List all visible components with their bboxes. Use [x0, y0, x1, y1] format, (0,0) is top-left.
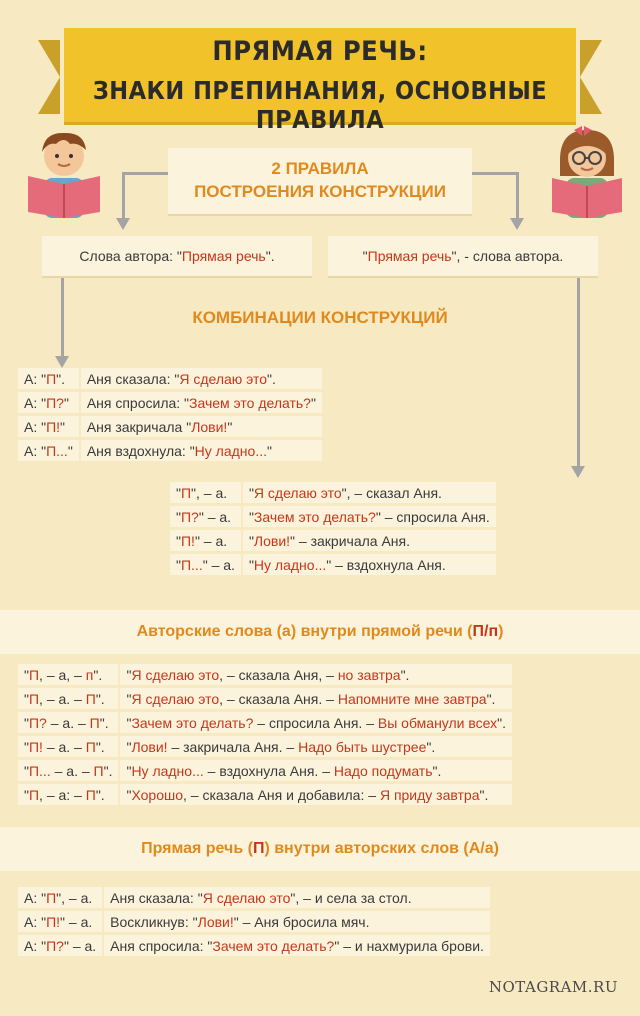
rules-box: [168, 148, 472, 214]
connector-down-right: [577, 278, 580, 468]
formula-cell: "П, – а, – п".: [18, 664, 120, 685]
example-cell: "Лови! – закричала Аня. – Надо быть шустрее".: [120, 736, 512, 757]
formula-cell: А: "П...": [18, 440, 81, 461]
table-row: [18, 368, 322, 389]
title-line-1: ПРЯМАЯ РЕЧЬ:: [212, 36, 428, 67]
example-cell: "Зачем это делать?" – спросила Аня.: [243, 506, 496, 527]
banner-ribbon-left: [38, 40, 60, 114]
table-author-first: [18, 365, 322, 464]
table-row: [18, 911, 490, 932]
table-speech-first: [170, 479, 496, 578]
example-cell: "Ну ладно... – вздохнула Аня. – Надо подумать".: [120, 760, 512, 781]
table-row: [18, 712, 512, 733]
table-row: [170, 482, 496, 503]
example-cell: Аня сказала: "Я сделаю это", – и села за стол.: [104, 887, 490, 908]
boy-reading-icon: [26, 128, 102, 220]
table-speech-inside: [18, 884, 490, 959]
connector-right-v: [516, 172, 519, 218]
formula-cell: "П? – а. – П".: [18, 712, 120, 733]
watermark: NOTAGRAM.RU: [488, 978, 618, 996]
formula-cell: "П... – а. – П".: [18, 760, 120, 781]
formula-cell: "П, – а: – П".: [18, 784, 120, 805]
table-row: [18, 440, 322, 461]
table-row: [18, 664, 512, 685]
connector-left-v: [122, 172, 125, 218]
example-cell: "Я сделаю это, – сказала Аня. – Напомните мне завтра".: [120, 688, 512, 709]
arrow-left-icon: [116, 218, 130, 230]
example-cell: Аня спросила: "Зачем это делать?": [81, 392, 322, 413]
connector-left-h: [122, 172, 168, 175]
formula-cell: "П!" – а.: [170, 530, 243, 551]
arrow-right-icon: [510, 218, 524, 230]
formula-cell: "П?" – а.: [170, 506, 243, 527]
example-cell: "Ну ладно..." – вздохнула Аня.: [243, 554, 496, 575]
table-row: [18, 688, 512, 709]
formula-cell: А: "П".: [18, 368, 81, 389]
rule-speech-first: "Прямая речь", - слова автора.: [328, 236, 598, 276]
example-cell: "Я сделаю это", – сказал Аня.: [243, 482, 496, 503]
formula-cell: "П", – а.: [170, 482, 243, 503]
banner-ribbon-right: [580, 40, 602, 114]
example-cell: Воскликнув: "Лови!" – Аня бросила мяч.: [104, 911, 490, 932]
connector-right-h: [472, 172, 518, 175]
example-cell: Аня сказала: "Я сделаю это".: [81, 368, 322, 389]
table-row: [18, 784, 512, 805]
rule-author-first: Слова автора: "Прямая речь".: [42, 236, 312, 276]
table-author-inside: [18, 661, 512, 808]
table-row: [170, 554, 496, 575]
example-cell: "Я сделаю это, – сказала Аня, – но завтра".: [120, 664, 512, 685]
girl-reading-icon: [548, 124, 626, 220]
table-row: [18, 416, 322, 437]
example-cell: "Лови!" – закричала Аня.: [243, 530, 496, 551]
section-speech-inside: Прямая речь (П) внутри авторских слов (А/а): [0, 827, 640, 871]
rules-line-2: ПОСТРОЕНИЯ КОНСТРУКЦИИ: [194, 182, 446, 201]
rules-line-1: 2 ПРАВИЛА: [271, 159, 369, 178]
formula-cell: А: "П!" – а.: [18, 911, 104, 932]
example-cell: Аня спросила: "Зачем это делать?" – и нахмурила брови.: [104, 935, 490, 956]
formula-cell: А: "П!": [18, 416, 81, 437]
table-row: [170, 506, 496, 527]
table-row: [18, 935, 490, 956]
title-banner: [64, 28, 576, 134]
combos-heading: КОМБИНАЦИИ КОНСТРУКЦИЙ: [192, 308, 448, 327]
section-author-inside: Авторские слова (а) внутри прямой речи (П/п): [0, 610, 640, 654]
table-row: [18, 760, 512, 781]
formula-cell: А: "П?" – а.: [18, 935, 104, 956]
example-cell: "Хорошо, – сказала Аня и добавила: – Я приду завтра".: [120, 784, 512, 805]
table-row: [170, 530, 496, 551]
arrow-down-right-icon: [571, 466, 585, 478]
formula-cell: "П! – а. – П".: [18, 736, 120, 757]
table-row: [18, 887, 490, 908]
table-row: [18, 736, 512, 757]
table-row: [18, 392, 322, 413]
example-cell: Аня закричала "Лови!": [81, 416, 322, 437]
title-line-2: ЗНАКИ ПРЕПИНАНИЯ, ОСНОВНЫЕ ПРАВИЛА: [92, 76, 548, 134]
example-cell: Аня вздохнула: "Ну ладно...": [81, 440, 322, 461]
formula-cell: А: "П?": [18, 392, 81, 413]
example-cell: "Зачем это делать? – спросила Аня. – Вы обманули всех".: [120, 712, 512, 733]
formula-cell: А: "П", – а.: [18, 887, 104, 908]
formula-cell: "П, – а. – П".: [18, 688, 120, 709]
formula-cell: "П..." – а.: [170, 554, 243, 575]
